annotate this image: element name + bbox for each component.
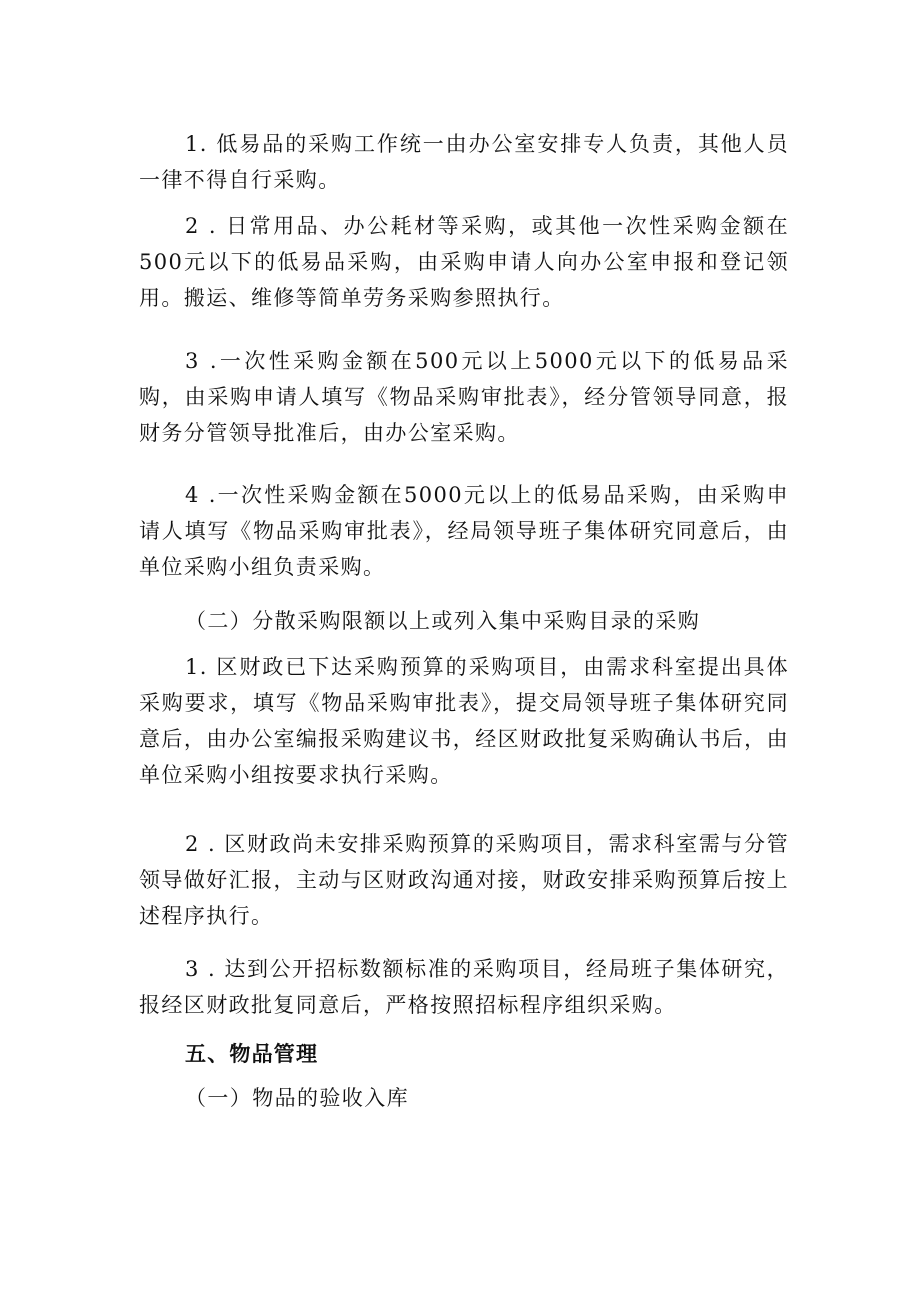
paragraph-item-b2: 2 . 区财政尚未安排采购预算的采购项目，需求科室需与分管领导做好汇报，主动与区财政沟通对接，财政安排采购预算后按上述程序执行。 <box>139 832 789 928</box>
paragraph-item-2: 2 . 日常用品、办公耗材等采购，或其他一次性采购金额在500元以下的低易品采购，由采购申请人向办公室申报和登记领用。搬运、维修等简单劳务采购参照执行。 <box>139 214 789 310</box>
subsection-heading-acceptance: （一）物品的验收入库 <box>185 1086 409 1110</box>
subsection-heading-decentralized-purchase: （二）分散采购限额以上或列入集中采购目录的采购 <box>185 609 701 633</box>
paragraph-item-1: 1. 低易品的采购工作统一由办公室安排专人负责，其他人员一律不得自行采购。 <box>139 132 789 192</box>
paragraph-item-b1: 1. 区财政已下达采购预算的采购项目，由需求科室提出具体采购要求，填写《物品采购审批表》，提交局领导班子集体研究同意后，由办公室编报采购建议书，经区财政批复采购确认书后，由单位采购小组按要求执行采购。 <box>139 655 789 787</box>
paragraph-item-4: 4 .一次性采购金额在5000元以上的低易品采购，由采购申请人填写《物品采购审批表》，经局领导班子集体研究同意后，由单位采购小组负责采购。 <box>139 483 789 579</box>
section-heading-goods-management: 五、物品管理 <box>185 1042 319 1066</box>
paragraph-item-3: 3 .一次性采购金额在500元以上5000元以下的低易品采购，由采购申请人填写《物品采购审批表》，经分管领导同意，报财务分管领导批准后，由办公室采购。 <box>139 349 789 445</box>
paragraph-item-b3: 3 . 达到公开招标数额标准的采购项目，经局班子集体研究，报经区财政批复同意后，严格按照招标程序组织采购。 <box>139 957 789 1017</box>
